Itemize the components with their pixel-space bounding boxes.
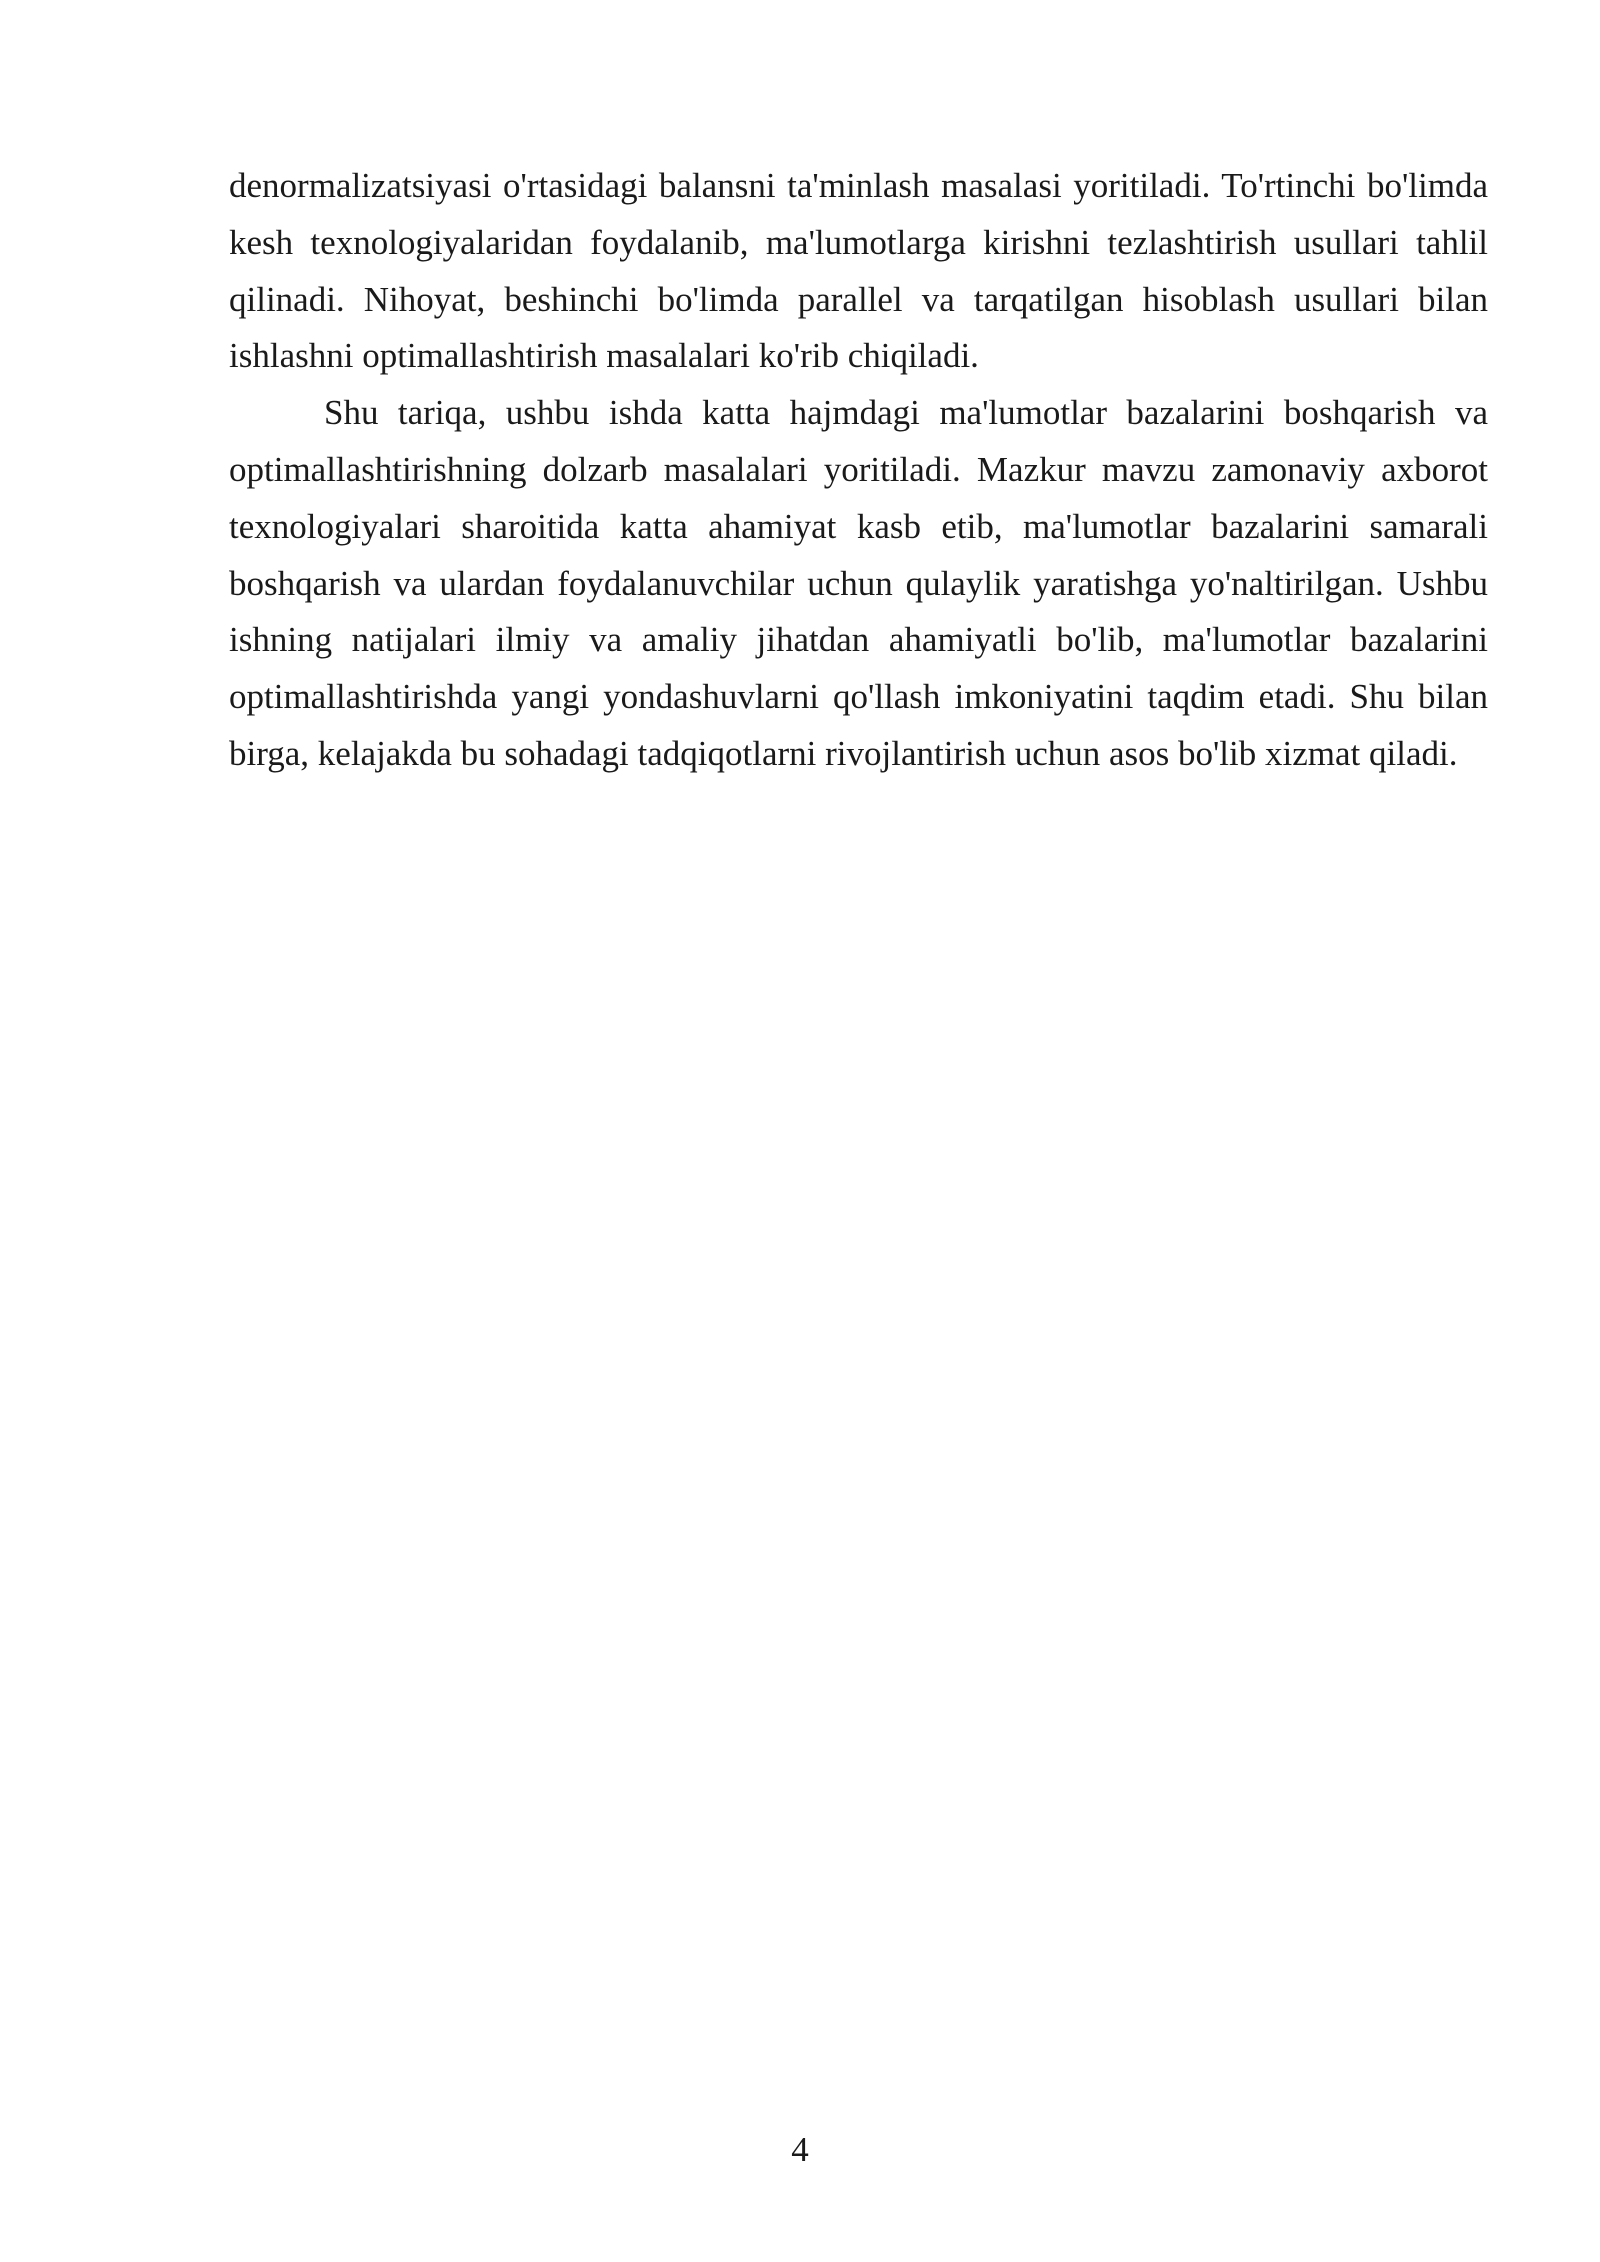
- paragraph-conclusion: Shu tariqa, ushbu ishda katta hajmdagi ma'lumotlar bazalarini boshqarish va optimallashtirishning dolzarb masalalari yoritiladi. Mazkur mavzu zamonaviy axborot texnologiyalari sharoitida katta ahamiyat kasb etib, ma'lumotlar bazalarini samarali boshqarish va ulardan foydalanuvchilar uchun qulaylik yaratishga yo'naltirilgan. Ushbu ishning natijalari ilmiy va amaliy jihatdan ahamiyatli bo'lib, ma'lumotlar bazalarini optimallashtirishda yangi yondashuvlarni qo'llash imkoniyatini taqdim etadi. Shu bilan birga, kelajakda bu sohadagi tadqiqotlarni rivojlantirish uchun asos bo'lib xizmat qiladi.: [229, 393, 1488, 773]
- page-number: 4: [791, 2130, 809, 2169]
- text-body: [229, 158, 1488, 783]
- paragraph-continuation: denormalizatsiyasi o'rtasidagi balansni ta'minlash masalasi yoritiladi. To'rtinchi bo'limda kesh texnologiyalaridan foydalanib, ma'lumotlarga kirishni tezlashtirish usullari tahlil qilinadi. Nihoyat, beshinchi bo'limda parallel va tarqatilgan hisoblash usullari bilan ishlashni optimallashtirish masalalari ko'rib chiqiladi.: [229, 166, 1488, 376]
